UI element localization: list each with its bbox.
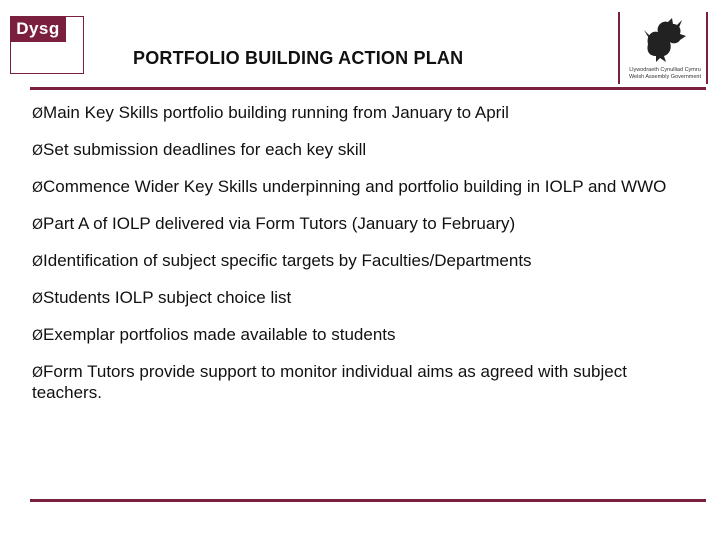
list-item: ØForm Tutors provide support to monitor individual aims as agreed with subject teachers.	[32, 362, 627, 402]
arrow-bullet-icon: Ø	[32, 328, 44, 344]
dragon-icon	[642, 14, 688, 64]
arrow-bullet-icon: Ø	[32, 180, 44, 196]
dysg-logo	[10, 16, 84, 74]
list-item: ØStudents IOLP subject choice list	[32, 288, 292, 307]
arrow-bullet-icon: Ø	[32, 291, 44, 307]
arrow-bullet-icon: Ø	[32, 143, 44, 159]
list-item: ØMain Key Skills portfolio building running from January to April	[32, 103, 509, 122]
gov-logo-welsh-text: Llywodraeth Cynulliad Cymru	[629, 67, 701, 73]
arrow-bullet-icon: Ø	[32, 254, 44, 270]
list-item: ØExemplar portfolios made available to students	[32, 325, 396, 344]
arrow-bullet-icon: Ø	[32, 106, 44, 122]
bullet-list	[32, 103, 692, 403]
arrow-bullet-icon: Ø	[32, 217, 44, 233]
welsh-assembly-logo	[618, 12, 708, 84]
top-divider	[30, 87, 706, 90]
arrow-bullet-icon: Ø	[32, 365, 44, 381]
list-item: ØPart A of IOLP delivered via Form Tutors (January to February)	[32, 214, 516, 233]
gov-logo-english-text: Welsh Assembly Government	[628, 74, 702, 80]
page-title: PORTFOLIO BUILDING ACTION PLAN	[133, 48, 464, 68]
list-item: ØCommence Wider Key Skills underpinning and portfolio building in IOLP and WWO	[32, 177, 667, 196]
list-item: ØSet submission deadlines for each key skill	[32, 140, 367, 159]
dysg-logo-text: Dysg	[10, 16, 66, 42]
bottom-divider	[30, 499, 706, 502]
list-item: ØIdentification of subject specific targets by Faculties/Departments	[32, 251, 532, 270]
